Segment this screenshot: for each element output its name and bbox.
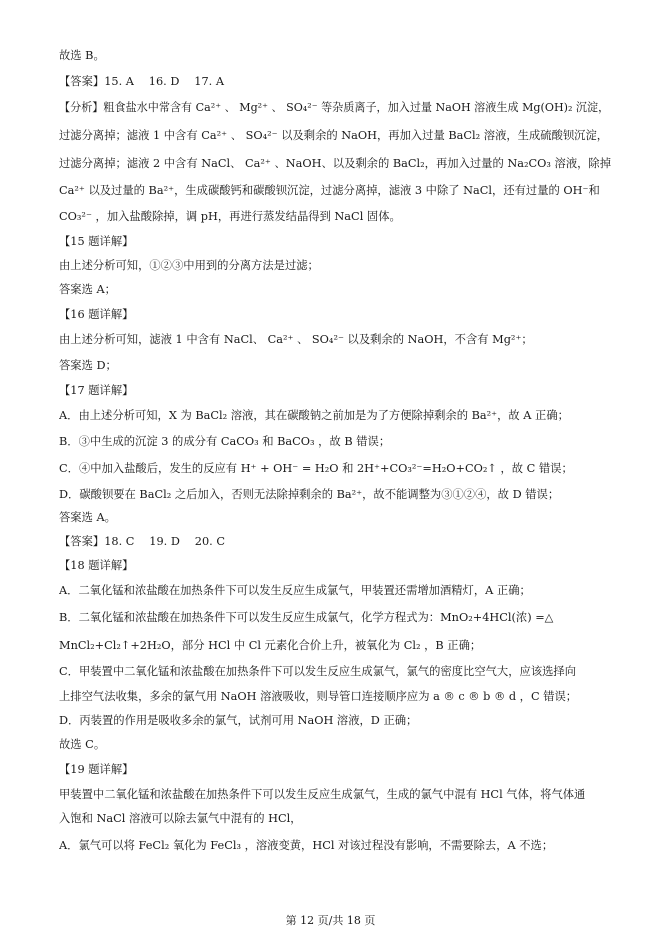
section-heading: 【16 题详解】 (59, 308, 134, 321)
page-footer: 第 12 页/共 18 页 (285, 914, 376, 927)
text-line: A．由上述分析可知，X 为 BaCl₂ 溶液，其在碳酸钠之前加是为了方便除掉剩余的 Ba²⁺，故 A 正确； (59, 409, 569, 422)
text-line: C．④中加入盐酸后，发生的反应有 H⁺ + OH⁻ = H₂O 和 2H⁺+CO₃²⁻=H₂O+CO₂↑ ，故 C 错误； (59, 462, 573, 475)
section-heading: 【19 题详解】 (59, 763, 134, 776)
text-line: B．二氧化锰和浓盐酸在加热条件下可以发生反应生成氯气，化学方程式为：MnO₂+4HCl(浓) =△ (59, 611, 554, 624)
text-line: 答案选 D； (59, 359, 117, 372)
text-line: 过滤分离掉；滤液 2 中含有 NaCl、 Ca²⁺ 、NaOH、以及剩余的 BaCl₂，再加入过量的 Na₂CO₃ 溶液，除掉 (59, 157, 611, 170)
text-line: 入饱和 NaCl 溶液可以除去氯气中混有的 HCl， (59, 812, 302, 825)
text-line: 故选 C。 (59, 738, 106, 751)
text-line: CO₃²⁻ ，加入盐酸除掉，调 pH，再进行蒸发结晶得到 NaCl 固体。 (59, 210, 401, 223)
text-line: A．二氧化锰和浓盐酸在加热条件下可以发生反应生成氯气，甲装置还需增加酒精灯，A 正确； (59, 584, 531, 597)
text-line: 故选 B。 (59, 49, 105, 62)
text-line: B．③中生成的沉淀 3 的成分有 CaCO₃ 和 BaCO₃ ，故 B 错误； (59, 435, 391, 448)
text-line: 【答案】15. A 16. D 17. A (59, 75, 225, 88)
text-line: D．丙装置的作用是吸收多余的氯气，试剂可用 NaOH 溶液，D 正确； (59, 714, 418, 727)
text-line: 答案选 A。 (59, 511, 116, 524)
section-heading: 【17 题详解】 (59, 384, 134, 397)
text-line: 由上述分析可知，滤液 1 中含有 NaCl、 Ca²⁺ 、 SO₄²⁻ 以及剩余的 NaOH，不含有 Mg²⁺； (59, 333, 533, 346)
text-line: MnCl₂+Cl₂↑+2H₂O，部分 HCl 中 Cl 元素化合价上升，被氧化为 Cl₂ ，B 正确； (59, 639, 482, 652)
text-line: 上排空气法收集，多余的氯气用 NaOH 溶液吸收，则导管口连接顺序应为 a ® c ® b ® d ，C 错误； (59, 690, 578, 703)
text-line: D．碳酸钡要在 BaCl₂ 之后加入，否则无法除掉剩余的 Ba²⁺，故不能调整为③①②④，故 D 错误； (59, 488, 560, 501)
section-heading: 【18 题详解】 (59, 559, 134, 572)
text-line: 【分析】粗食盐水中常含有 Ca²⁺ 、 Mg²⁺ 、 SO₄²⁻ 等杂质离子，加入过量 NaOH 溶液生成 Mg(OH)₂ 沉淀， (59, 101, 610, 114)
text-line: 答案选 A； (59, 283, 116, 296)
text-line: C．甲装置中二氧化锰和浓盐酸在加热条件下可以发生反应生成氯气，氯气的密度比空气大，应该选择向 (59, 665, 577, 678)
text-line: 由上述分析可知，①②③中用到的分离方法是过滤； (59, 259, 319, 272)
text-line: Ca²⁺ 以及过量的 Ba²⁺，生成碳酸钙和碳酸钡沉淀，过滤分离掉，滤液 3 中除了 NaCl，还有过量的 OH⁻和 (59, 184, 600, 197)
text-line: 过滤分离掉；滤液 1 中含有 Ca²⁺ 、 SO₄²⁻ 以及剩余的 NaOH，再加入过量 BaCl₂ 溶液，生成硫酸钡沉淀， (59, 129, 609, 142)
section-heading: 【15 题详解】 (59, 235, 134, 248)
text-line: 【答案】18. C 19. D 20. C (59, 535, 225, 548)
text-line: A．氯气可以将 FeCl₂ 氧化为 FeCl₃ ，溶液变黄，HCl 对该过程没有影响，不需要除去，A 不选； (59, 839, 554, 852)
text-line: 甲装置中二氧化锰和浓盐酸在加热条件下可以发生反应生成氯气，生成的氯气中混有 HCl 气体，将气体通 (59, 788, 586, 801)
